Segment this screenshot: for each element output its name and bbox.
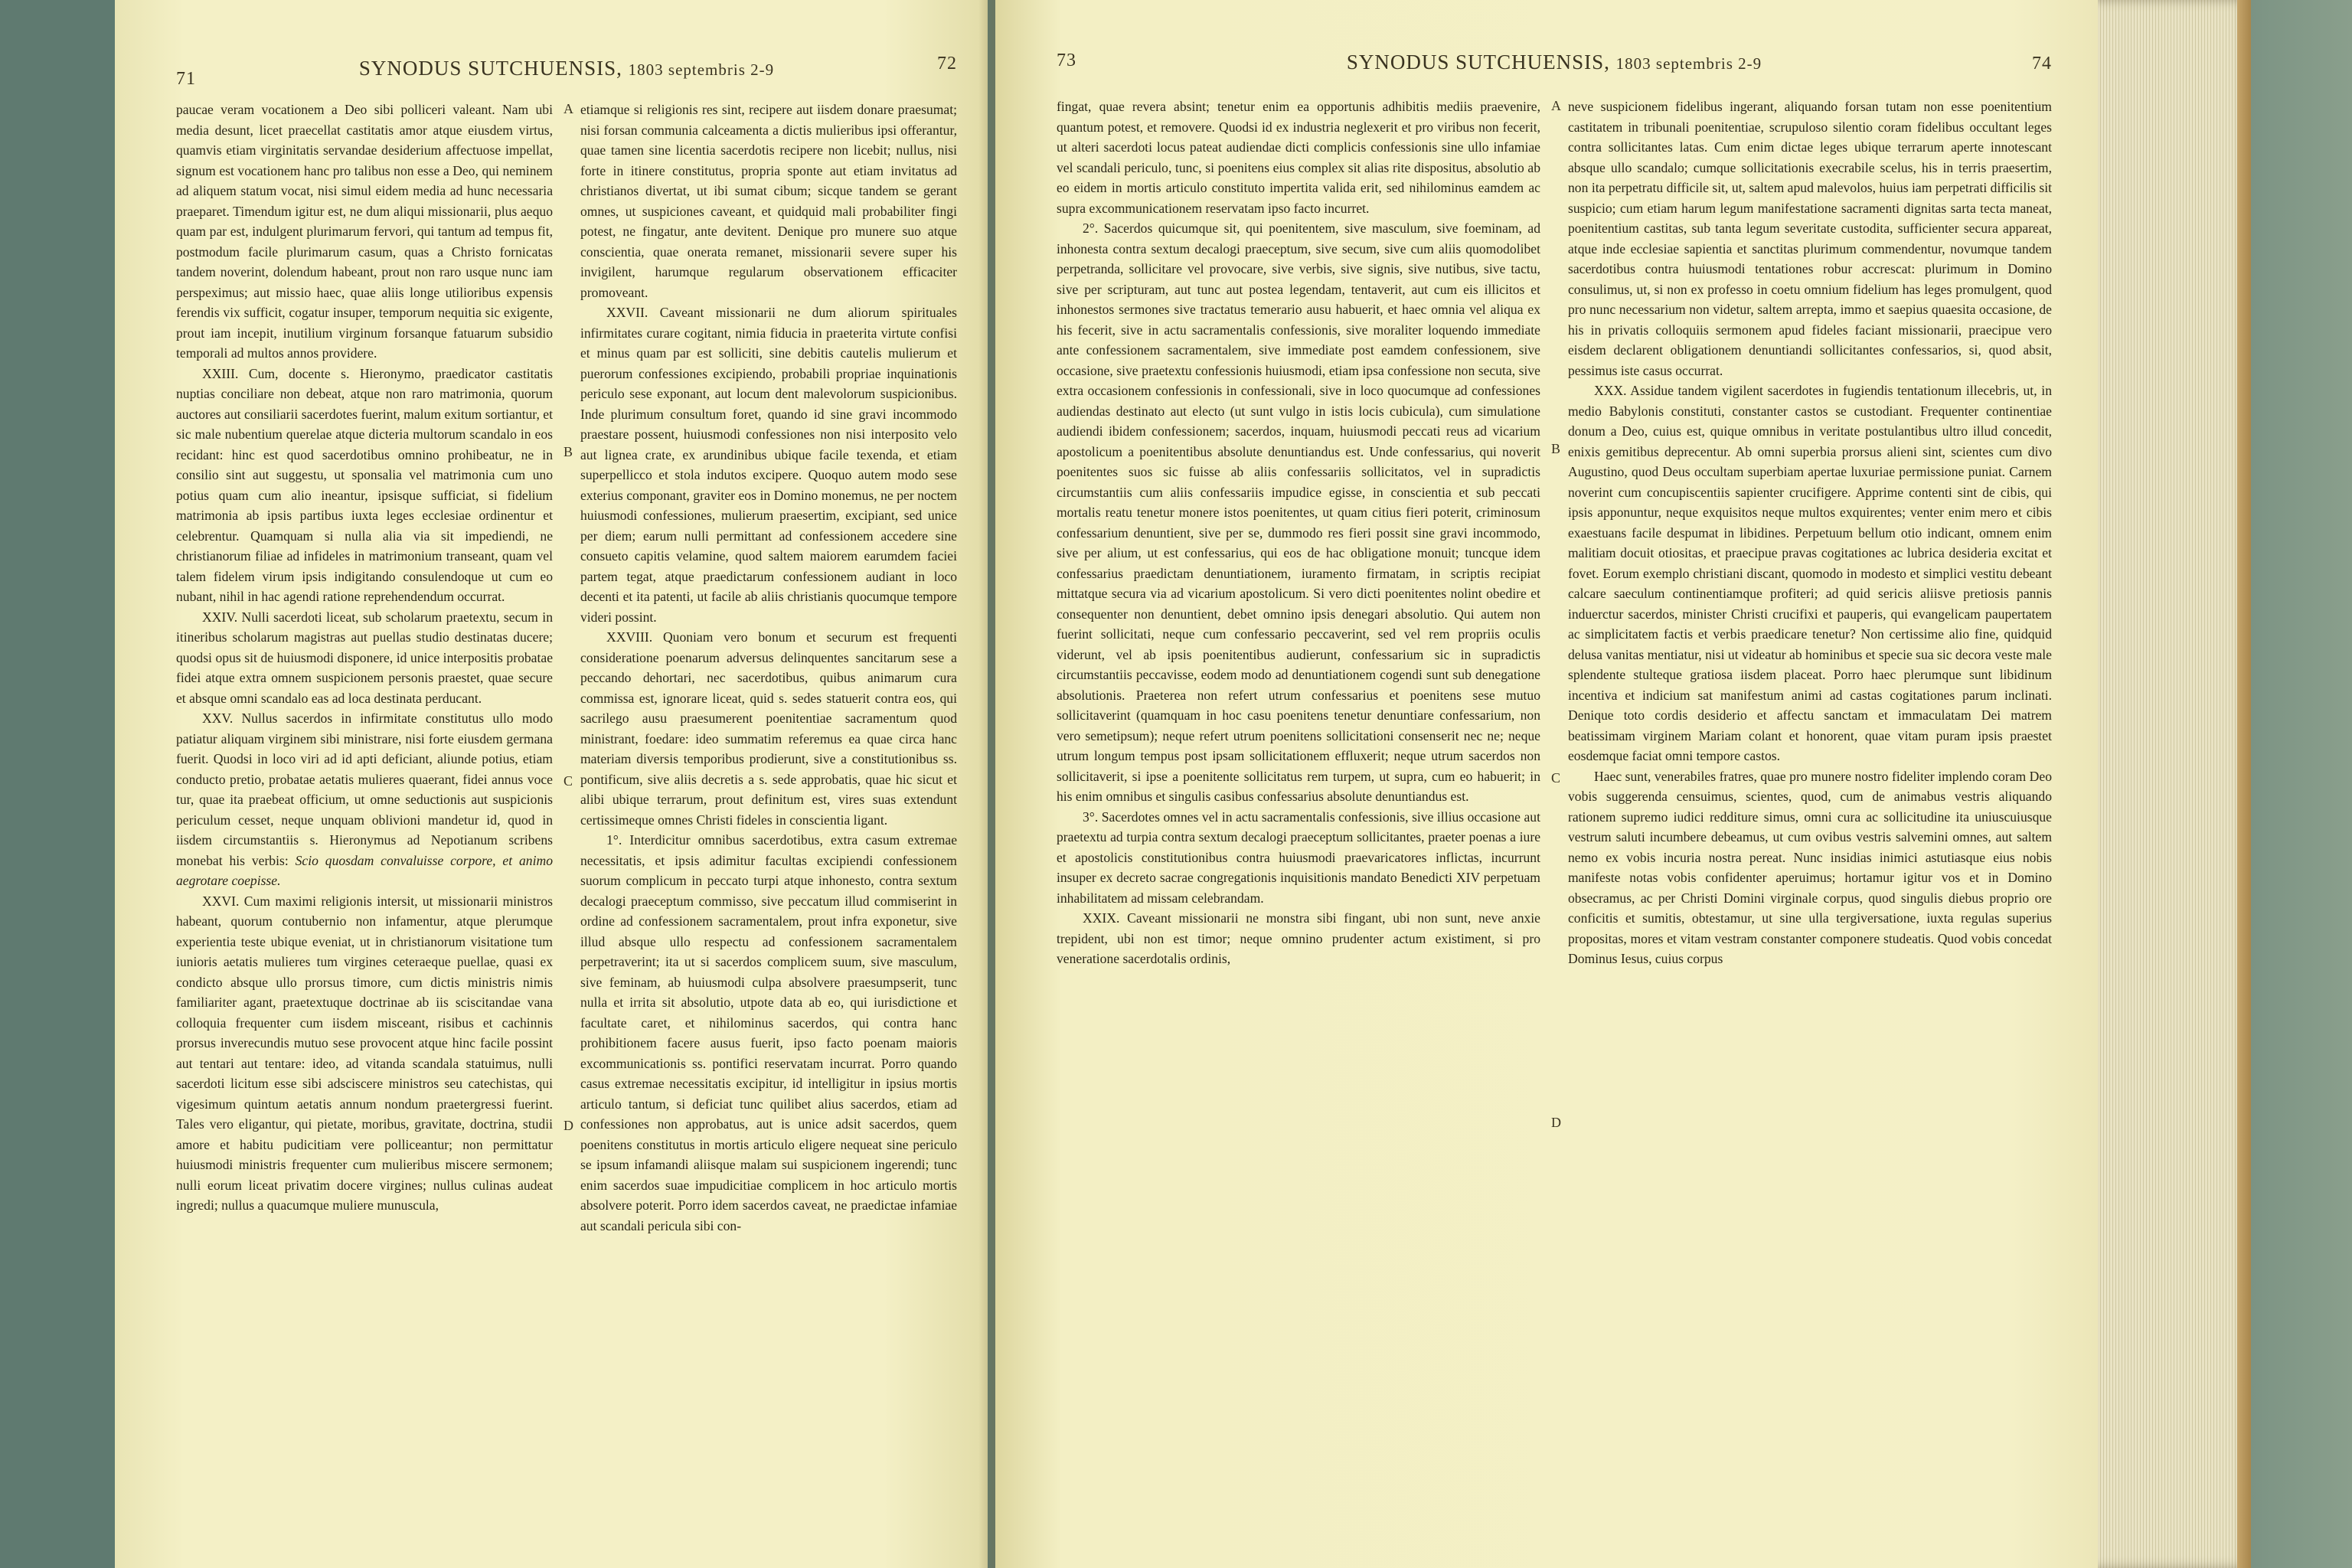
paragraph-xxiii: XXIII. Cum, docente s. Hieronymo, praedicator castitatis nuptias conciliare non debeat, atque non raro matrimonia, quorum auctores aut consiliarii sacerdotes fuerint, malum exitum sortiantur, et sic male nubentium querelae atque dicteria multorum scandalo in eos recidant: hinc est quod sacerdotibus omnino prohibeatur, ne in consilio sint aut suggestu, ut sponsalia vel matrimonia cum uno potius quam cum alio ineantur, ipsisque sufficiat, si fidelium matrimonia ab ipsis partibus iuxta leges ecclesiae ordinentur et celebrentur. Quamquam si nulla alia via sit impediendi, ne christianorum filiae ad infideles in matrimonium transeant, quam vel talem fidelem virum ipsis indigitando consulendoque ut cum eo nubant, nihil in hac agendi ratione reprehendendum occurrat. xyxy=(176,365,553,604)
quotation: Scio quosdam convaluisse corpore, et animo aegrotare coepisse. xyxy=(176,852,553,888)
running-title-text: SYNODUS SUTCHUENSIS, xyxy=(358,57,622,80)
paragraph: neve suspicionem fidelibus ingerant, aliquando forsan tutam non esse poenitentium castitatem in tribunali poenitentiae, scrupuloso silentio coram fidelibus occultant leges contra sollicitantes latas. Cum enim dictae leges ubique terrarum aperte innotescant absque ullo scandalo; cumque sollicitationis execrabile scelus, his in terris praesertim, non ita perpetratu difficile sit, ut, saltem apud malevolos, huius iam perpetrati difficilis sit suspicio; cum etiam harum legum manifestatione sacramenti dignitas sarta tecta maneat, poenitentium castitas, sub tanta legum severitate custodita, sufficienter secura appareat, atque inde ecclesiae sapientia et sanctitas plurimum commendentur, novumque tandem sacerdotibus contra huiusmodi tentationes robur accrescat: plurimum in Domino consulimus, ut, si non ex professo in coetu omnium fidelium has leges promulgent, quod pro nunc necessarium non videtur, saltem arrepta, immo et saepius quaesita occasione, de his in privatis colloquiis sermonem apud fideles faciant missionarii, praecipue vero eisdem declarent obligationem denuntiandi sollicitantes confessarios, si, quod absit, pessimus iste casus occurrat. xyxy=(1568,99,2052,378)
paragraph-xxvi: XXVI. Cum maximi religionis intersit, ut missionarii ministros habeant, quorum contubernio non infamentur, atque plerumque experientia teste ubique eveniat, ut in christianorum visitatione tum iunioris aetatis mulieres tum virgines ceteraeque puellae, quasi ex condicto absque ullo prorsus timore, cum dictis ministris nimis familiariter agant, praetextuque doctrinae ab iis sciscitandae vana colloquia frequenter cum iisdem misceant, risibus et cachinnis prorsus inverecundis mutuo sese provocent atque hinc facile possint aut tentari aut tentare: ideo, ad vitanda scandala statuimus, nulli sacerdoti licitum esse sibi adsciscere ministros seu catechistas, qui vigesimum quintum aetatis annum nondum praetergressi fuerint. Tales vero eligantur, qui pietate, moribus, gravitate, doctrina, studii amore et habitu pudicitiam vere polliceantur; non permittatur huiusmodi ministris frequenter cum mulieribus miscere sermonem; nulli eorum liceat privatim docere virgines; nullus culinas audeat ingredi; nullus a quacumque muliere munuscula, xyxy=(176,893,553,1213)
open-book xyxy=(115,0,2251,1568)
running-title-date: 1803 septembris 2-9 xyxy=(1615,54,1762,73)
paragraph-xxviii: XXVIII. Quoniam vero bonum et securum est frequenti consideratione poenarum adversus delinquentes sancitarum sese a peccando dehortari, nec sacerdotibus, quibus animarum cura commissa est, ignorare liceat, quid s. sedes statuerit contra eos, qui sacrilego ausu praesumerent poenitentiae sacramentum quod ministrant, foedare: ideo summatim referemus ea quae circa hanc materiam diversis temporibus prodierunt, sive a constitutionibus ss. pontificum, sive aliis decretis a s. sede approbatis, quae hic sicut et alibi ubique terrarum, prout definitum est, vires suas extendunt certissimeque omnes Christi fideles in conscientia ligant. xyxy=(580,629,957,828)
margin-marker-b: B xyxy=(564,444,573,459)
running-title xyxy=(176,57,957,80)
paragraph-xxx: XXX. Assidue tandem vigilent sacerdotes in fugiendis tentationum illecebris, ut, in medio Babylonis constituti, constanter castos se custodiant. Frequenter continentiae donum a Deo, cuius est, quique omnibus in veritate postulantibus ultro illud concedit, enixis gemitibus deprecentur. Ab omni superbia prorsus alieni sint, scientes cum divo Augustino, quod Deus occultam superbiam apertae luxuriae permissione puniat. Carnem noverint cum concupiscentiis sapienter crucifigere. Apprime contenti sint de cibis, qui ipsis apponuntur, neque exquisitos neque multos exquirentes; venter enim mero et cibis exaestuans facile despumat in libidines. Perpetuum bellum otio indicant, omnem enim malitiam docuit otiositas, et praecipue pravas cogitationes ac lubrica desideria excitat et fovet. Eorum exemplo christiani discant, quomodo in modesto et simplici vestitu debeant calcare saeculum continentiamque profiteri; ad quid sericis aliisve pretiosis pannis induerctur sacerdos, minister Christi crucifixi et pauperis, qui evangelicam paupertatem ac simplicitatem factis et verbis praedicare tenetur? Non certissime alio fine, quidquid delusa vanitas mentiatur, nisi ut videatur ab hominibus et specie sua sic decora veste male splendente stulteque gratiosa iisdem placeat. Porro haec plerumque sunt libidinum incentiva et indicium sat manifestum animi ad castas cogitationes parum inclinati. Denique toto cordis desiderio et affectu sanctam et immaculatam Dei matrem beatissimam virginem Mariam colant et honorent, quae vitam puram ipsis praestet eosdemque faciat omni tempore castos. xyxy=(1568,383,2052,763)
page-number-73: 73 xyxy=(1057,51,1076,70)
running-title-date: 1803 septembris 2-9 xyxy=(628,60,775,79)
running-title-text: SYNODUS SUTCHUENSIS, xyxy=(1346,51,1610,74)
paragraph: etiamque si religionis res sint, recipere aut iisdem donare praesumat; nisi forsan communia calceamenta a dictis mulieribus ipsi offerantur, quae tamen sine licentia sacerdotis recipere non licebit; nullus, nisi forte in itinere constitutus, propria sponte aut etiam invitatus ad christianos divertat, ut ibi sumat cibum; sicque tandem se gerant omnes, ut suspiciones caveant, et quidquid mali probabiliter fingi potest, ne fingatur, ante devitent. Denique pro munere suo atque conscientia, quae onerata remanet, missionarii severe super his invigilent, harumque regularum observationem efficaciter promoveant. xyxy=(580,102,957,300)
paragraph-1: 1°. Interdicitur omnibus sacerdotibus, extra casum extremae necessitatis, et ipsis adimitur facultas excipiendi confessionem suorum complicum in peccato turpi atque inhonesto, contra sextum decalogi praeceptum commisso, sive peccatum illud commiserint in ordine ad confessionem sacramentalem, prout infra exponetur, sive illud absque ullo respectu ad confessionem sacramentalem perpetraverint; ita ut si sacerdos complicem suum, sive masculum, sive feminam, ab huiusmodi culpa absolvere praesumpserit, tunc nulla et irrita sit absolutio, utpote data ab eo, qui iurisdictione et facultate caret, et nihilominus sacerdos, qui contra hanc prohibitionem facere ausus fuerit, ipso facto poenam maioris excommunicationis ss. pontifici reservatam incurrat. Porro quando casus extremae necessitatis excipitur, id intelligitur in ipsius mortis articulo tantum, si deficiat tunc quilibet alius sacerdos, etiam ad confessiones non approbatus, aut is unice adsit sacerdos, quem poenitens constitutus in mortis articulo eligere nequeat sine periculo se ipsum infamandi aliisque malam sui suspicionem ingerendi; tunc enim sacerdos suae impudicitiae complicem in hoc articulo mortis absolvere poterit. Porro idem sacerdos caveat, ne praedictae infamiae aut scandali pericula sibi con- xyxy=(580,832,957,1233)
page-edges xyxy=(2098,0,2251,1568)
page-number-72: 72 xyxy=(937,54,957,74)
left-columns xyxy=(176,100,957,1236)
column-2 xyxy=(564,100,957,1236)
left-running-head xyxy=(176,54,957,89)
paragraph-xxix: XXIX. Caveant missionarii ne monstra sibi fingant, ubi non sunt, neve anxie trepident, ubi non est timor; neque omnino prudenter actum existiment, si pro veneratione sacerdotalis ordinis, xyxy=(1057,910,1540,966)
running-title xyxy=(1057,51,2052,74)
paragraph-2: 2°. Sacerdos quicumque sit, qui poenitentem, sive masculum, sive foeminam, ad inhonesta contra sextum decalogi praeceptum, sive secum, sive cum aliis quomodolibet perpetranda, sollicitare vel provocare, sive verbis, sive signis, sive nutibus, sive tactu, sive per scripturam, aut tunc aut postea legendam, tentaverit, aut cum eis illicitos et inhonestos sermones sive tractatus temerario ausu habuerit, et haec omnia vel aliqua ex his fecerit, sive in actu sacramentalis confessionis, sive moraliter loquendo immediate ante confessionem sacramentalem, sive immediate post eamdem confessionem, sive occasione, sive praetextu confessionis huiusmodi, etiam ipsa confessione non secuta, sive extra occasionem confessionis in confessionali, sive in loco quocumque ad confessiones audiendas destinato aut electo (ut sunt vulgo in istis locis cubicula), cum simulatione audiendi ibidem confessionem; sacerdos, inquam, huiusmodi peccati reus ad vicarium apostolicum a poenitentibus absolute denuntiandus est. Unde confessarius, qui noverit poenitentes suos sic fuisse ab aliis confessariis sollicitatos, vel in supradictis circumstantiis cum aliis confessariis impudice egisse, in conscientia et sub peccati mortalis reatu tenetur monere istos poenitentes, ut quam citius fieri poterit, criminosum confessarium denuntient, sive per se, dummodo res fieri possit sine gravi incommodo, sive per alium, ut est confessarius, qui eos de hac obligatione monuit; tuncque idem confessarius praedictam denuntiationem, iuramento firmatam, in scriptis recipiat mittatque secura via ad vicarium apostolicum. Si vero dicti poenitentes nolint obedire et consequenter non denuntient, debet omnino ipsis denegari absolutio. Qui autem non fuerint sollicitati, neque cum confessario peccaverint, sed vel rem propriis oculis viderunt, vel ab ipsis poenitentibus audierunt, confessarium sic in supradictis circumstantiis peccavisse, eodem modo ad denuntiationem cogendi sunt sub denegatione absolutionis. Praeterea non refert utrum confessarius et poenitens sese mutuo sollicitaverint (quamquam in hoc casu poenitens tenetur denuntiare confessarium, non vero semetipsum); neque refert utrum poenitens sollicitationi consenserit nec ne; neque utrum longum tempus post ipsam sollicitationem effluxerit; neque utrum sacerdos non sollicitaverit, si ipse a poenitente sollicitatus rem turpem, ut supra, cum eo habuerit; in his enim omnibus et singulis casibus confessarius absolute denuntiandus est. xyxy=(1057,220,1540,804)
paragraph-xxvii: XXVII. Caveant missionarii ne dum aliorum spirituales infirmitates curare cogitant, nimia fiducia in praeterita virtute confisi et minus quam par est solliciti, sine debitis cautelis mulierum et puerorum confessiones excipiendo, probabili propriae inquinationis periculo sese exponant, aut locum dent malevolorum suspicionibus. Inde plurimum consultum foret, quando id sine gravi incommodo praestare possent, huiusmodi confessiones non nisi interposito velo aut lignea crate, ex arundinibus ubique facile texenda, et etiam superpellicco et stola indutos excipere. Quoquo autem modo sese exterius componant, graviter eos in Domino monemus, ne per noctem huiusmodi confessiones, mulierum praesertim, excipiant, sed unice per diem; earum nulli permittant ad confessionem accedere sine consueto capitis velamine, quod saltem maiorem earumdem faciei partem tegat, atque praedictarum confessionem audiant in loco decenti et ita patenti, ut facile ab aliis christianis quocumque tempore videri possint. xyxy=(580,305,957,625)
paragraph-3: 3°. Sacerdotes omnes vel in actu sacramentalis confessionis, sive illius occasione aut praetextu ad turpia contra sextum decalogi praeceptum sollicitantes, praeter poenas a iure et apostolicis constitutionibus contra huiusmodi praevaricatores inflictas, incurrunt insuper ex decreto sacrae congregationis inquisitionis mandato Benedicti XIV perpetuam inhabilitatem ad missam celebrandam. xyxy=(1057,808,1540,906)
margin-marker-d: D xyxy=(564,1118,573,1133)
paragraph-closing: Haec sunt, venerabiles fratres, quae pro munere nostro fideliter implendo coram Deo vobis suggerenda censuimus, scientes, quod, cum de animabus vestris aliquando rationem supremo iudici redditure simus, omni cura ac sollicitudine ita uniuscuiusque vestrum saluti incumbere debeamus, ut cum ovibus vestris salvemini omnes, aut saltem nemo ex vobis incuria nostra pereat. Nunc insidias inimici astutiasque eius nobis manifeste notas vobis confidenter aperuimus; hortamur igitur vos et in Domino obsecramus, ac per Christi Domini virginale corpus, quod singulis diebus proprio ore conficitis et sumitis, obtestamur, ut sine ulla tergiversatione, iuxta regulas superius propositas, mores et vitam vestram constanter componere studeatis. Quod vobis concedat Dominus Iesus, cuius corpus xyxy=(1568,768,2052,966)
margin-marker-d: D xyxy=(1551,1115,1561,1130)
paragraph: paucae veram vocationem a Deo sibi polliceri valeant. Nam ubi media desunt, licet praecellat castitatis amor atque eiusdem virtus, quamvis etiam virginitatis servandae desiderium affectuose impellat, signum est vocationem hanc pro talibus non esse a Deo, qui neminem ad aliquem statum vocat, nisi simul eidem media ad hunc necessaria praeparet. Timendum igitur est, ne dum aliqui missionarii, plus aequo quam par est, indulgent plurimarum fervori, qui tantum ad tempus fit, postmodum facile plurimarum casum, quas a Christo fornicatas tandem noverint, dolendum habeant, prout non raro usque nunc iam perspeximus; aut missio haec, quae aliis longe utilioribus expensis ferendis vix sufficit, cogatur insuper, temporum nequitia sic exigente, prout iam incepit, inutilium virginum forsanque fatuarum subsidio temporali ad multos annos providere. xyxy=(176,102,553,361)
page-number-74: 74 xyxy=(2032,54,2052,74)
column-1 xyxy=(176,100,553,1236)
right-page xyxy=(995,0,2098,1568)
margin-marker-c: C xyxy=(564,773,573,789)
left-page xyxy=(115,0,988,1568)
paragraph-xxiv: XXIV. Nulli sacerdoti liceat, sub scholarum praetextu, secum in itineribus scholarum magistras aut puellas studio destinatas ducere; quodsi opus sit de huiusmodi disponere, id unice interpositis probatae fidei atque extra omnem suspicionem personis praestet, quae secure et absque omni scandalo eas ad loca destinata perducant. xyxy=(176,609,553,706)
column-4 xyxy=(1551,96,2052,1130)
right-running-head xyxy=(1057,51,2052,81)
column-3 xyxy=(1057,96,1540,969)
paragraph: fingat, quae revera absint; tenetur enim ea opportunis adhibitis mediis praevenire, quantum potest, et removere. Quodsi id ex industria neglexerit et pro viribus non fecerit, ut alteri sacerdoti locus pateat audiendae dicti complicis confessionis sine ullo infamiae vel scandali periculo, tunc, si poenitens eius complex sit alias rite dispositus, absolutio ab eo eidem in mortis articulo constituto impertita valida erit, sed nihilominus eamdem ac supra excommunicationem reservatam ipso facto incurret. xyxy=(1057,99,1540,216)
margin-marker-a: A xyxy=(1551,98,1561,113)
paragraph-xxv xyxy=(176,708,553,891)
paragraph-xxv-text: XXV. Nullus sacerdos in infirmitate constitutus ullo modo patiatur aliquam virginem sibi ministrare, nisi forte eiusdem germana fuerit. Quodsi in loco viri ad id apti deficiant, aliunde potius, etiam conducto pretio, probatae aetatis mulieres quaerant, fidei annus voce tur, quae ita praebeat officium, ut omne seductionis aut suspicionis periculum cesset, neque unquam oblivioni mandetur id, quod in iisdem circumstantiis s. Hieronymus ad Nepotianum scribens monebat his verbis: xyxy=(176,710,553,868)
margin-marker-b: B xyxy=(1551,441,1561,456)
right-columns xyxy=(1057,96,2052,1130)
margin-marker-c: C xyxy=(1551,770,1561,786)
page-number-71: 71 xyxy=(176,69,196,89)
margin-marker-a: A xyxy=(564,101,573,116)
